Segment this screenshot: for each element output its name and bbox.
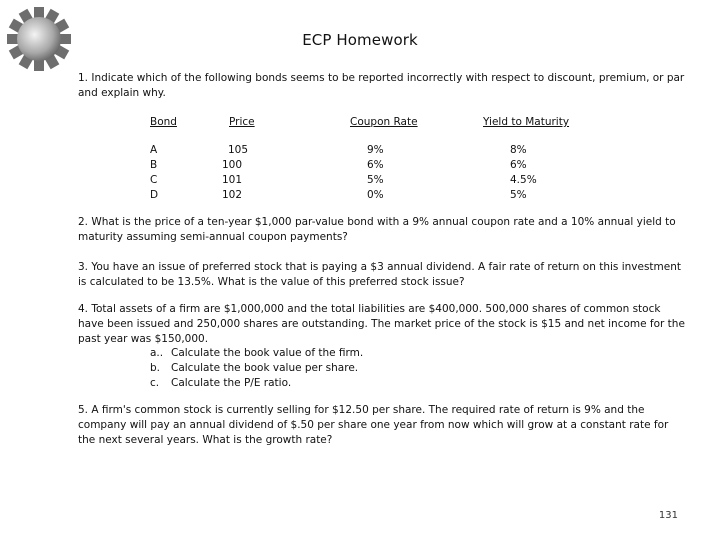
- cell-price: 101: [222, 174, 243, 186]
- question-4-item-c: [150, 376, 291, 391]
- page-title: ECP Homework: [302, 31, 418, 49]
- header-yield-to-maturity: Yield to Maturity: [483, 116, 570, 128]
- item-label: a..: [150, 347, 164, 359]
- item-label: b.: [150, 362, 161, 374]
- page-number: 131: [658, 510, 678, 521]
- question-2-text: 2. What is the price of a ten-year $1,000 par-value bond with a 9% annual coupon rate and a 10% annual yield to maturity assuming semi-annual coupon payments?: [78, 216, 676, 243]
- cell-coupon: 6%: [367, 159, 384, 171]
- header-coupon-rate: Coupon Rate: [350, 116, 418, 128]
- cell-coupon: 0%: [367, 189, 384, 201]
- cell-bond: C: [150, 174, 158, 186]
- item-label: c.: [150, 377, 160, 389]
- question-5-text: 5. A firm's common stock is currently selling for $12.50 per share. The required rate of return is 9% and the company will pay an annual dividend of $.50 per share one year from now which will grow at a constant rate for the next several years. What is the growth rate?: [78, 404, 669, 446]
- question-4-item-a: [150, 346, 363, 361]
- cell-ytm: 8%: [510, 144, 527, 156]
- cell-bond: B: [150, 159, 158, 171]
- cell-ytm: 6%: [510, 159, 527, 171]
- cell-price: 100: [222, 159, 243, 171]
- header-bond: Bond: [150, 116, 177, 128]
- cell-bond: D: [150, 189, 159, 201]
- question-4-item-b: [150, 361, 358, 376]
- question-3-text: 3. You have an issue of preferred stock that is paying a $3 annual dividend. A fair rate of return on this investment is calculated to be 13.5%. What is the value of this preferred stock issue?: [78, 261, 682, 288]
- item-text: Calculate the book value of the firm.: [171, 347, 364, 359]
- item-text: Calculate the P/E ratio.: [171, 377, 292, 389]
- cell-coupon: 5%: [367, 174, 384, 186]
- cell-coupon: 9%: [367, 144, 384, 156]
- header-price: Price: [229, 116, 255, 128]
- cell-bond: A: [150, 144, 158, 156]
- item-text: Calculate the book value per share.: [171, 362, 359, 374]
- question-1-text: 1. Indicate which of the following bonds seems to be reported incorrectly with respect to discount, premium, or par and explain why.: [78, 72, 685, 99]
- cell-ytm: 5%: [510, 189, 527, 201]
- cell-price: 105: [228, 144, 249, 156]
- question-4-text: 4. Total assets of a firm are $1,000,000 and the total liabilities are $400,000. 500,000 shares of common stock have been issued and 250,000 shares are outstanding. The market price of the stock is $15 and net income for the past year was $150,000.: [78, 303, 685, 345]
- cell-ytm: 4.5%: [510, 174, 537, 186]
- cell-price: 102: [222, 189, 243, 201]
